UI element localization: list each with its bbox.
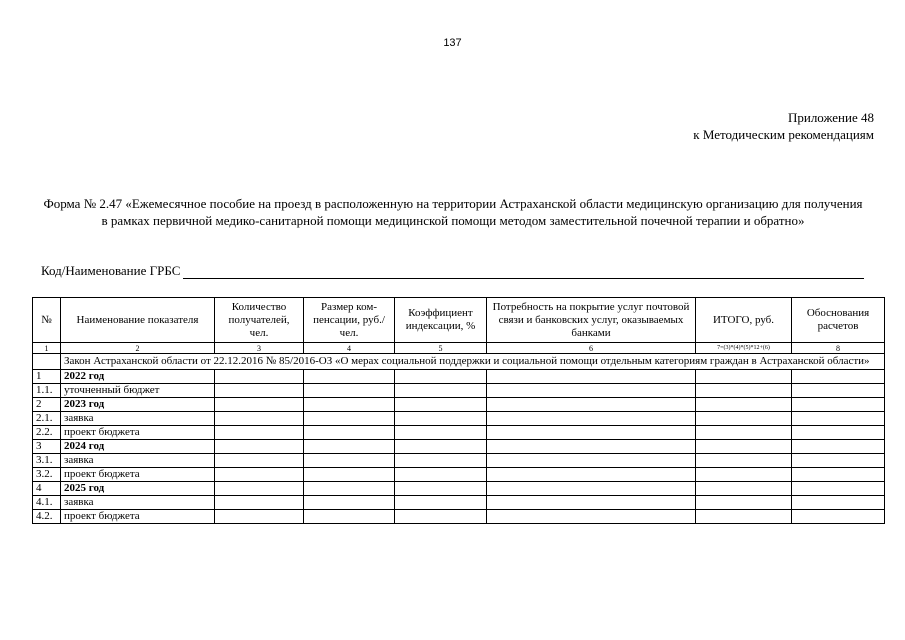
input-cell[interactable] <box>792 496 885 510</box>
input-cell[interactable] <box>696 412 792 426</box>
input-cell[interactable] <box>215 426 304 440</box>
input-cell[interactable] <box>487 398 696 412</box>
input-cell[interactable] <box>792 454 885 468</box>
input-cell[interactable] <box>696 398 792 412</box>
input-cell[interactable] <box>215 454 304 468</box>
table-row <box>33 384 885 398</box>
row-name: 2023 год <box>61 398 215 412</box>
row-number: 2 <box>33 398 61 412</box>
input-cell[interactable] <box>792 384 885 398</box>
input-cell[interactable] <box>395 426 487 440</box>
table-row <box>33 426 885 440</box>
table-row <box>33 454 885 468</box>
row-name: проект бюджета <box>61 468 215 482</box>
input-cell[interactable] <box>792 510 885 524</box>
input-cell[interactable] <box>395 496 487 510</box>
input-cell[interactable] <box>696 482 792 496</box>
input-cell[interactable] <box>487 384 696 398</box>
row-number: 2.2. <box>33 426 61 440</box>
input-cell[interactable] <box>215 412 304 426</box>
input-cell[interactable] <box>304 510 395 524</box>
input-cell[interactable] <box>792 370 885 384</box>
grbs-field <box>41 263 864 279</box>
input-cell[interactable] <box>487 412 696 426</box>
input-cell[interactable] <box>395 370 487 384</box>
input-cell[interactable] <box>395 454 487 468</box>
page-number: 137 <box>443 37 462 49</box>
row-number: 1 <box>33 370 61 384</box>
input-cell[interactable] <box>215 468 304 482</box>
input-cell[interactable] <box>696 370 792 384</box>
input-cell[interactable] <box>304 440 395 454</box>
row-number: 4.1. <box>33 496 61 510</box>
row-number: 1.1. <box>33 384 61 398</box>
table-row <box>33 412 885 426</box>
input-cell[interactable] <box>792 440 885 454</box>
header-cell: Обоснования расчетов <box>792 298 885 343</box>
header-cell: Размер ком-пенсации, руб./чел. <box>304 298 395 343</box>
input-cell[interactable] <box>304 468 395 482</box>
input-cell[interactable] <box>395 412 487 426</box>
form-table <box>32 297 885 524</box>
input-cell[interactable] <box>395 510 487 524</box>
row-name: 2024 год <box>61 440 215 454</box>
input-cell[interactable] <box>304 426 395 440</box>
index-cell: 8 <box>792 343 885 354</box>
table-row <box>33 482 885 496</box>
row-number: 4 <box>33 482 61 496</box>
appendix-line-2: к Методическим рекомендациям <box>693 127 874 142</box>
row-name: проект бюджета <box>61 510 215 524</box>
input-cell[interactable] <box>215 370 304 384</box>
input-cell[interactable] <box>304 398 395 412</box>
row-name: заявка <box>61 454 215 468</box>
table-row <box>33 468 885 482</box>
input-cell[interactable] <box>696 440 792 454</box>
input-cell[interactable] <box>215 482 304 496</box>
input-cell[interactable] <box>487 426 696 440</box>
law-text: Закон Астраханской области от 22.12.2016 № 85/2016-ОЗ «О мерах социальной поддержки и социальной помощи отдельным категориям граждан в Астраханской области» <box>61 354 885 370</box>
input-cell[interactable] <box>696 384 792 398</box>
index-cell: 7=(3)*(4)*(5)*12+(6) <box>696 343 792 354</box>
input-cell[interactable] <box>696 454 792 468</box>
input-cell[interactable] <box>215 496 304 510</box>
index-cell: 1 <box>33 343 61 354</box>
law-row <box>33 354 885 370</box>
input-cell[interactable] <box>487 482 696 496</box>
law-num-cell <box>33 354 61 370</box>
input-cell[interactable] <box>487 510 696 524</box>
input-cell[interactable] <box>304 412 395 426</box>
row-name: заявка <box>61 496 215 510</box>
input-cell[interactable] <box>395 384 487 398</box>
input-cell[interactable] <box>395 398 487 412</box>
form-title: Форма № 2.47 «Ежемесячное пособие на проезд в расположенную на территории Астраханской области медицинскую организацию для получения в рамках первичной медико-санитарной помощи медицинской помощи методом заместительной почечной терапии и обратно» <box>43 196 863 228</box>
input-cell[interactable] <box>487 468 696 482</box>
input-cell[interactable] <box>395 482 487 496</box>
row-name: заявка <box>61 412 215 426</box>
input-cell[interactable] <box>215 510 304 524</box>
row-number: 3.2. <box>33 468 61 482</box>
input-cell[interactable] <box>487 454 696 468</box>
table-row <box>33 440 885 454</box>
index-cell: 4 <box>304 343 395 354</box>
input-cell[interactable] <box>792 468 885 482</box>
input-cell[interactable] <box>487 370 696 384</box>
input-cell[interactable] <box>696 496 792 510</box>
index-cell: 5 <box>395 343 487 354</box>
input-cell[interactable] <box>696 426 792 440</box>
row-name: 2025 год <box>61 482 215 496</box>
table-row <box>33 496 885 510</box>
header-cell: Коэффициент индексации, % <box>395 298 487 343</box>
input-cell[interactable] <box>304 370 395 384</box>
input-cell[interactable] <box>792 426 885 440</box>
header-cell: Количество получателей, чел. <box>215 298 304 343</box>
row-name: 2022 год <box>61 370 215 384</box>
table-row <box>33 370 885 384</box>
row-name: уточненный бюджет <box>61 384 215 398</box>
row-number: 4.2. <box>33 510 61 524</box>
row-number: 2.1. <box>33 412 61 426</box>
header-cell: ИТОГО, руб. <box>696 298 792 343</box>
input-cell[interactable] <box>395 440 487 454</box>
input-cell[interactable] <box>304 384 395 398</box>
input-cell[interactable] <box>696 510 792 524</box>
table-row <box>33 398 885 412</box>
input-cell[interactable] <box>792 482 885 496</box>
input-cell[interactable] <box>487 440 696 454</box>
index-cell: 6 <box>487 343 696 354</box>
appendix-line-1: Приложение 48 <box>787 110 874 125</box>
row-name: проект бюджета <box>61 426 215 440</box>
row-number: 3.1. <box>33 454 61 468</box>
header-cell: № <box>33 298 61 343</box>
row-number: 3 <box>33 440 61 454</box>
input-cell[interactable] <box>304 482 395 496</box>
input-cell[interactable] <box>792 398 885 412</box>
input-cell[interactable] <box>487 496 696 510</box>
input-cell[interactable] <box>696 468 792 482</box>
input-cell[interactable] <box>215 398 304 412</box>
grbs-label: Код/Наименование ГРБС <box>41 263 181 278</box>
input-cell[interactable] <box>304 496 395 510</box>
grbs-input-line[interactable] <box>183 266 864 279</box>
input-cell[interactable] <box>792 412 885 426</box>
header-row <box>33 298 885 343</box>
column-index-row <box>33 343 885 354</box>
input-cell[interactable] <box>215 384 304 398</box>
input-cell[interactable] <box>304 454 395 468</box>
header-cell: Потребность на покрытие услуг почтовой связи и банковских услуг, оказываемых банками <box>487 298 696 343</box>
header-cell: Наименование показателя <box>61 298 215 343</box>
table-row <box>33 510 885 524</box>
input-cell[interactable] <box>395 468 487 482</box>
index-cell: 2 <box>61 343 215 354</box>
input-cell[interactable] <box>215 440 304 454</box>
index-cell: 3 <box>215 343 304 354</box>
appendix-note <box>693 109 874 143</box>
